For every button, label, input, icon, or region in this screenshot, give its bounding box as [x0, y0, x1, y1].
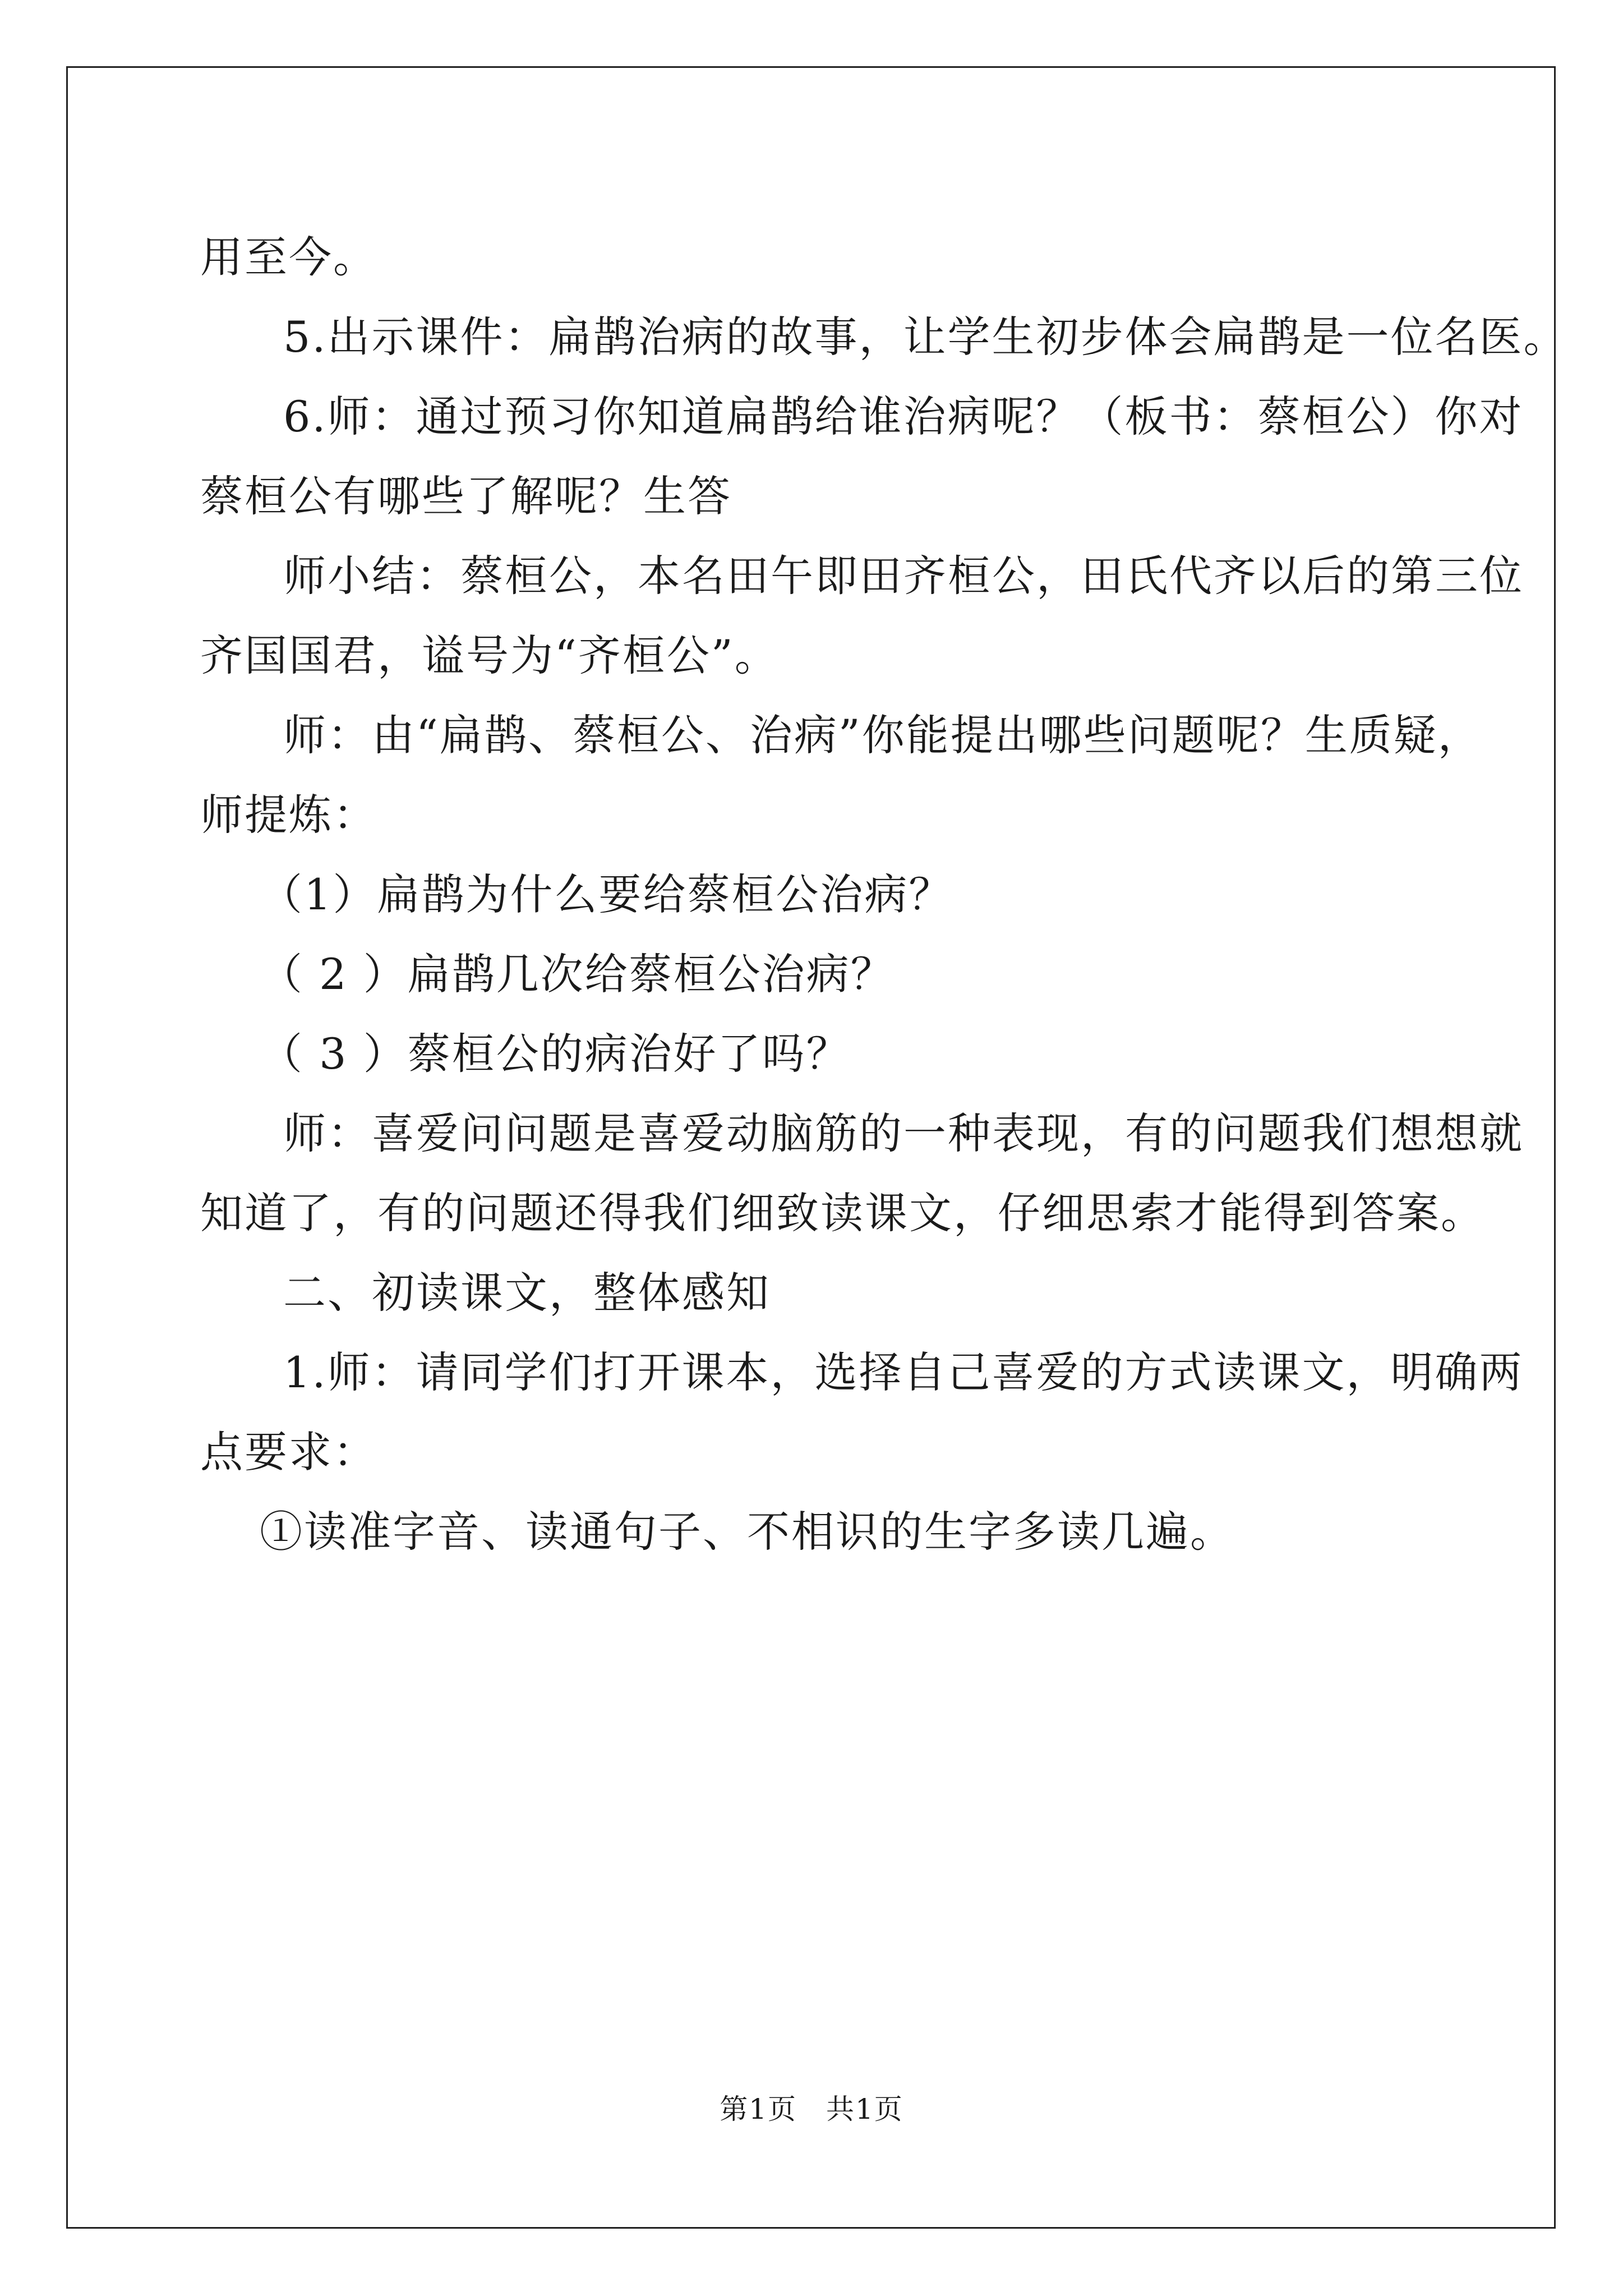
page-footer: 第1页 共1页 — [720, 2093, 903, 2125]
paragraph-6: 齐国国君，谥号为“齐桓公”。 — [200, 631, 779, 680]
paragraph-3: 6.师：通过预习你知道扁鹊给谁治病呢？（板书：蔡桓公）你对 — [283, 392, 1524, 441]
paragraph-13: 知道了，有的问题还得我们细致读课文，仔细思索才能得到答案。 — [200, 1188, 1485, 1238]
document-body — [200, 218, 1568, 1572]
paragraph-12: 师：喜爱问问题是喜爱动脑筋的一种表现，有的问题我们想想就 — [283, 1108, 1524, 1158]
paragraph-2: 5.出示课件：扁鹊治病的故事，让学生初步体会扁鹊是一位名医。 — [283, 312, 1568, 362]
section-heading: 二、初读课文，整体感知 — [283, 1268, 771, 1318]
paragraph-4: 蔡桓公有哪些了解呢？生答 — [200, 471, 732, 521]
paragraph-16: 点要求： — [200, 1427, 377, 1477]
paragraph-15: 1.师：请同学们打开课本，选择自己喜爱的方式读课文，明确两 — [283, 1347, 1524, 1397]
question-1: （1）扁鹊为什么要给蔡桓公治病？ — [260, 869, 953, 919]
requirement-1: ①读准字音、读通句子、不相识的生字多读几遍。 — [260, 1507, 1234, 1557]
paragraph-7: 师：由“扁鹊、蔡桓公、治病”你能提出哪些问题呢？生质疑， — [283, 710, 1482, 760]
question-2: （ 2 ）扁鹊几次给蔡桓公治病？ — [260, 949, 895, 999]
paragraph-8: 师提炼： — [200, 790, 377, 840]
paragraph-5: 师小结：蔡桓公，本名田午即田齐桓公，田氏代齐以后的第三位 — [283, 551, 1524, 601]
question-3: （ 3 ）蔡桓公的病治好了吗？ — [260, 1029, 851, 1079]
paragraph-1: 用至今。 — [200, 232, 377, 282]
